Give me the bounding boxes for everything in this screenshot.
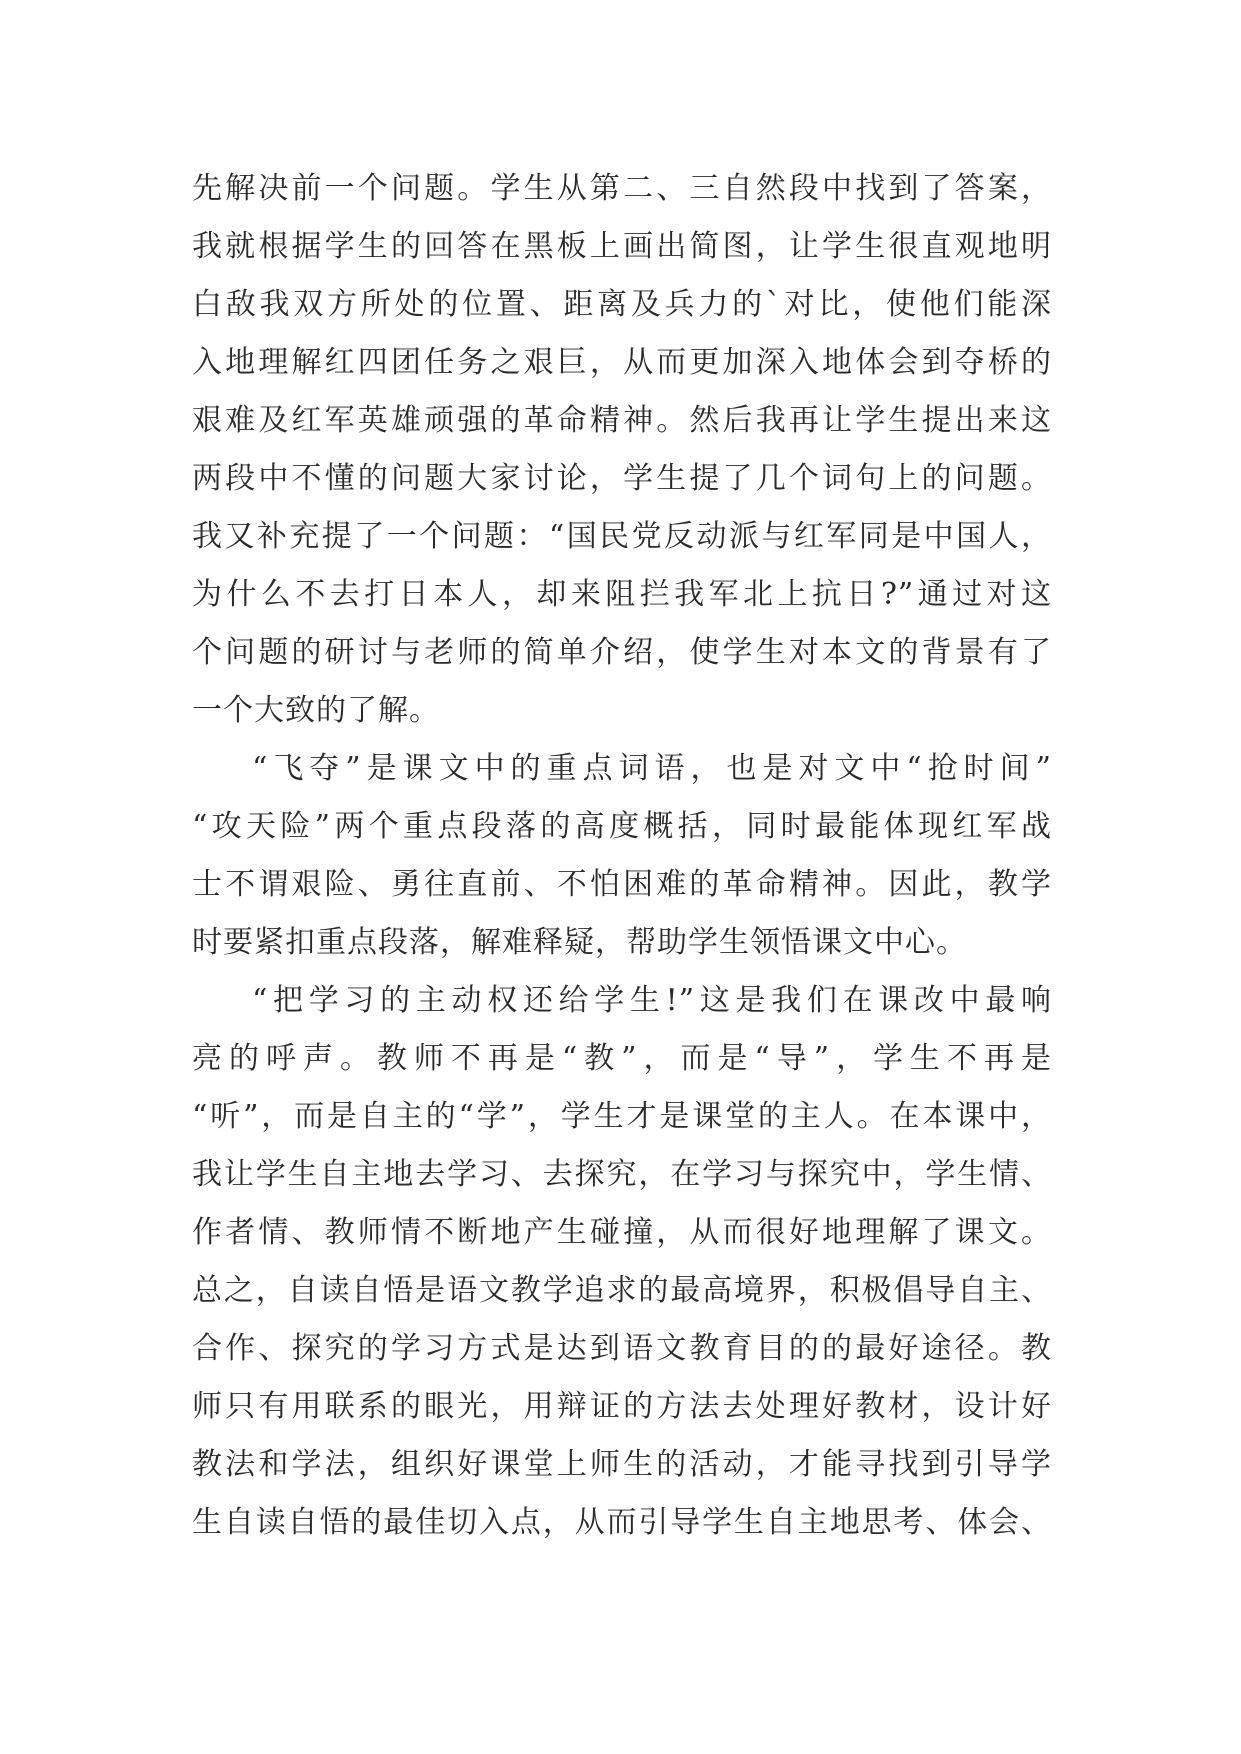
paragraph-first-line: “飞夺”是课文中的重点词语，也是对文中“抢时间” [252,751,1052,786]
text-line: 我又补充提了一个问题：“国民党反动派与红军同是中国人， [192,519,1052,554]
text-line: 合作、探究的学习方式是达到语文教育目的的最好途径。教 [192,1331,1052,1366]
text-line: 为什么不去打日本人，却来阻拦我军北上抗日?”通过对这 [192,577,1052,612]
text-line: 两段中不懂的问题大家讨论，学生提了几个词句上的问题。 [192,461,1052,496]
text-line: 个问题的研讨与老师的简单介绍，使学生对本文的背景有了 [192,635,1052,670]
text-line: 士不谓艰险、勇往直前、不怕困难的革命精神。因此，教学 [192,867,1052,902]
text-line: 教法和学法，组织好课堂上师生的活动，才能寻找到引导学 [192,1447,1052,1482]
text-line: 我就根据学生的回答在黑板上画出简图，让学生很直观地明 [192,229,1052,264]
text-line: 亮的呼声。教师不再是“教”，而是“导”，学生不再是 [192,1041,1052,1076]
text-line: 一个大致的了解。 [192,693,440,728]
text-line: 总之，自读自悟是语文教学追求的最高境界，积极倡导自主、 [192,1273,1052,1308]
text-line: “攻天险”两个重点段落的高度概括，同时最能体现红军战 [192,809,1052,844]
paragraph-first-line: “把学习的主动权还给学生!”这是我们在课改中最响 [252,983,1052,1018]
text-line: 艰难及红军英雄顽强的革命精神。然后我再让学生提出来这 [192,403,1052,438]
text-line: 我让学生自主地去学习、去探究，在学习与探究中，学生情、 [192,1157,1052,1192]
text-line: 时要紧扣重点段落，解难释疑，帮助学生领悟课文中心。 [192,925,967,960]
text-line: 白敌我双方所处的位置、距离及兵力的`对比，使他们能深 [192,287,1052,322]
text-line: “听”，而是自主的“学”，学生才是课堂的主人。在本课中， [192,1099,1052,1134]
text-line: 生自读自悟的最佳切入点，从而引导学生自主地思考、体会、 [192,1505,1052,1540]
text-line: 先解决前一个问题。学生从第二、三自然段中找到了答案， [192,171,1052,206]
text-line: 作者情、教师情不断地产生碰撞，从而很好地理解了课文。 [192,1215,1052,1250]
body-text [192,160,1052,1552]
text-line: 师只有用联系的眼光，用辩证的方法去处理好教材，设计好 [192,1389,1052,1424]
text-line: 入地理解红四团任务之艰巨，从而更加深入地体会到夺桥的 [192,345,1052,380]
